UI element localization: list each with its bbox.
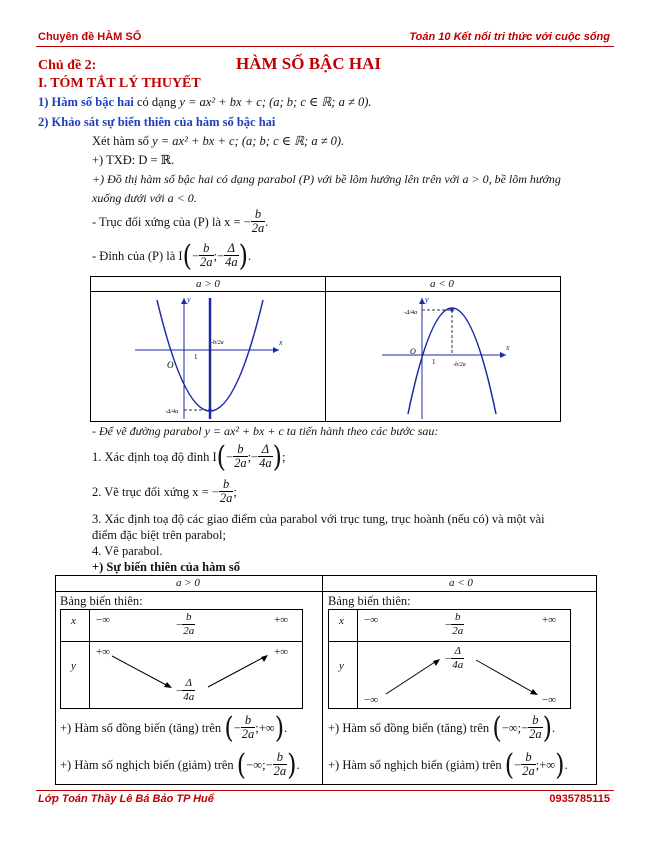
bbt-right-y-max: − $\frac{\Delta}{4a}$ — [445, 645, 464, 671]
graph-desc-line-2: xuống dưới với a < 0. — [92, 191, 197, 205]
bbt-left-b: b — [185, 611, 192, 623]
right-increasing: +) Hàm số đồng biến (tăng) trên ( −∞;− $\frac{b}{2a}$ ) . — [328, 710, 556, 745]
left-decreasing-text: +) Hàm số nghịch biến (giảm) trên — [60, 757, 234, 772]
step-2-den: 2a — [219, 491, 233, 505]
vertex-x-num: b — [203, 241, 210, 255]
bbt-left-arrows — [90, 642, 302, 708]
increase-arrow-icon — [386, 660, 438, 694]
axis-num: b — [254, 207, 262, 221]
bbt-right-y-bottom-right: −∞ — [542, 694, 557, 706]
bbt-right-delta: Δ — [454, 645, 461, 657]
step-1-y-num: Δ — [261, 442, 270, 456]
graph-right-head: a < 0 — [430, 278, 454, 290]
graph-downward-parabola — [326, 292, 560, 421]
bbt-left-4a: 4a — [183, 691, 195, 703]
graph-left-head: a > 0 — [196, 278, 220, 290]
bbt-left-y-top-right: +∞ — [274, 646, 289, 658]
step-1-x-num: b — [237, 442, 244, 456]
right-dec-2a: 2a — [522, 764, 535, 778]
definition-line — [38, 94, 372, 110]
bbt-right-4a: 4a — [452, 659, 464, 671]
step-1-x-fraction — [233, 443, 248, 470]
left-dec-2a: 2a — [273, 764, 287, 778]
y-label: y — [187, 295, 191, 304]
section-1-heading: I. TÓM TẮT LÝ THUYẾT — [38, 76, 201, 91]
parabola-curve — [408, 308, 496, 414]
step-2-num: b — [223, 477, 230, 491]
vertex-point — [450, 308, 454, 312]
left-inc-2a: 2a — [241, 727, 255, 741]
page-title: HÀM SỐ BẬC HAI — [236, 54, 381, 73]
step-2: 2. Vẽ trục đối xứng x = − $\frac{b}{2a}$ ; — [92, 477, 237, 505]
step-3-line-1: 3. Xác định toạ độ các giao điểm của parabol với trục tung, trục hoành (nếu có) và một vài — [92, 512, 545, 526]
decrease-arrow-icon — [476, 660, 536, 694]
bbt-left-label: Bảng biến thiên: — [60, 594, 143, 608]
bbt-left-plus-inf: +∞ — [274, 614, 289, 626]
right-decreasing: +) Hàm số nghịch biến (giảm) trên ( − $\frac{b}{2a}$ ;+∞ ) . — [328, 747, 568, 782]
d4a-label: -Δ/4a — [165, 409, 179, 415]
vertex-y-fraction — [224, 242, 239, 269]
bbt-right-y: y — [339, 660, 344, 672]
vertex-x-den: 2a — [200, 255, 213, 269]
b2a-label: -b/2a — [453, 362, 466, 368]
origin-label: O — [167, 360, 174, 370]
bbt-left-y-min: − $\frac{\Delta}{4a}$ — [176, 677, 195, 703]
variation-left-head: a > 0 — [176, 577, 200, 589]
y-label: y — [425, 295, 429, 304]
header-left: Chuyên đề HÀM SỐ — [38, 31, 142, 43]
left-inc-b: b — [244, 713, 252, 727]
graph-upward-parabola — [91, 292, 324, 421]
right-inc-2a: 2a — [529, 727, 542, 741]
graph-desc-line-1: +) Đồ thị hàm số bậc hai có dạng parabol (P) với bề lõm hướng lên trên với a > 0, bề lõm hướng — [92, 172, 561, 186]
left-increasing: +) Hàm số đồng biến (tăng) trên ( − $\frac{b}{2a}$ ;+∞ ) . — [60, 710, 288, 745]
bbt-left-2a: 2a — [183, 625, 195, 637]
x-label: x — [279, 338, 283, 347]
x-axis-arrow-icon — [500, 352, 506, 358]
decrease-arrow-icon — [112, 656, 170, 687]
step-1-x-den: 2a — [234, 456, 247, 470]
one-label: 1 — [432, 358, 436, 366]
axis-line: - Trục đối xứng của (P) là x = − $\frac{b}{2a}$ . — [92, 207, 269, 235]
variation-divider — [322, 575, 323, 785]
bbt-left-x-fraction: − $\frac{b}{2a}$ — [176, 611, 195, 637]
variation-right-head: a < 0 — [449, 577, 473, 589]
step-2-text: 2. Vẽ trục đối xứng x = − — [92, 484, 219, 499]
axis-text: - Trục đối xứng của (P) là x = − — [92, 214, 251, 229]
left-decreasing: +) Hàm số nghịch biến (giảm) trên ( −∞;− $\frac{b}{2a}$ ) . — [60, 747, 300, 782]
axis-fraction — [251, 208, 266, 235]
vertex-line: - Đỉnh của (P) là I ( − $\frac{b}{2a}$ ;− $\frac{\Delta}{4a}$ ) . — [92, 238, 252, 273]
x-axis-arrow-icon — [273, 347, 279, 353]
bbt-right-arrows — [358, 642, 570, 708]
bbt-right-label: Bảng biến thiên: — [328, 594, 411, 608]
variation-title: +) Sự biến thiên của hàm số — [92, 560, 240, 574]
chapter-label: Chủ đề 2: — [38, 58, 97, 73]
step-1: 1. Xác định toạ độ đỉnh I ( − $\frac{b}{2a}$ ;− $\frac{\Delta}{4a}$ ) ; — [92, 439, 286, 474]
bbt-left-minus-inf: −∞ — [96, 614, 111, 626]
vertex-y-num: Δ — [227, 241, 235, 255]
bbt-right-2a: 2a — [452, 625, 464, 637]
bbt-right-x: x — [339, 615, 344, 627]
step-1-y-fraction — [258, 443, 273, 470]
right-inc-b: b — [532, 713, 539, 727]
variation-head-rule — [55, 591, 597, 592]
bbt-left-y: y — [71, 660, 76, 672]
axis-den: 2a — [251, 221, 265, 235]
bbt-left-x: x — [71, 615, 76, 627]
bbt-right-x-fraction: − $\frac{b}{2a}$ — [445, 611, 464, 637]
consider-text: Xét hàm số — [92, 134, 149, 148]
definition-formula: y = ax² + bx + c; (a; b; c ∈ ℝ; a ≠ 0). — [179, 95, 372, 109]
step-3-line-2: điểm đặc biệt trên parabol; — [92, 528, 226, 542]
bbt-left-delta: Δ — [185, 677, 192, 689]
vertex-x-fraction — [199, 242, 214, 269]
step-2-fraction — [219, 478, 234, 505]
consider-formula: y = ax² + bx + c; (a; b; c ∈ ℝ; a ≠ 0). — [152, 134, 345, 148]
definition-text: có dạng — [136, 95, 177, 109]
bbt-left-y-top-left: +∞ — [96, 646, 111, 658]
right-dec-b: b — [525, 750, 532, 764]
section-2-heading: 2) Khảo sát sự biến thiên của hàm số bậc hai — [38, 115, 276, 129]
footer-rule — [36, 790, 614, 791]
steps-intro: - Để vẽ đường parabol y = ax² + bx + c ta tiến hành theo các bước sau: — [92, 424, 439, 438]
domain-line: +) TXĐ: D = ℝ. — [92, 153, 175, 167]
right-decreasing-text: +) Hàm số nghịch biến (giảm) trên — [328, 757, 502, 772]
b2a-label: -b/2a — [211, 340, 224, 346]
x-label: x — [506, 343, 510, 352]
step-4: 4. Vẽ parabol. — [92, 544, 163, 558]
vertex-point — [208, 408, 212, 412]
bbt-right-b: b — [454, 611, 461, 623]
definition-bold: 1) Hàm số bậc hai — [38, 95, 134, 109]
step-1-y-den: 4a — [259, 456, 272, 470]
one-label: 1 — [194, 353, 198, 361]
consider-line — [92, 133, 344, 149]
left-increasing-text: +) Hàm số đồng biến (tăng) trên — [60, 720, 222, 735]
right-increasing-text: +) Hàm số đồng biến (tăng) trên — [328, 720, 490, 735]
vertex-text: - Đỉnh của (P) là I — [92, 248, 183, 263]
vertex-y-den: 4a — [225, 255, 238, 269]
origin-label: O — [410, 347, 416, 356]
left-dec-b: b — [276, 750, 284, 764]
d4a-label: -Δ/4a — [404, 310, 418, 316]
header-rule — [36, 46, 614, 47]
bbt-right-y-bottom-left: −∞ — [364, 694, 379, 706]
increase-arrow-icon — [208, 656, 266, 687]
bbt-right-plus-inf: +∞ — [542, 614, 557, 626]
header-right: Toán 10 Kết nối tri thức với cuộc sống — [409, 31, 610, 43]
step-1-text: 1. Xác định toạ độ đỉnh I — [92, 449, 217, 464]
bbt-right-minus-inf: −∞ — [364, 614, 379, 626]
footer-right: 0935785115 — [549, 793, 610, 805]
footer-left: Lớp Toán Thầy Lê Bá Bảo TP Huế — [38, 793, 214, 805]
